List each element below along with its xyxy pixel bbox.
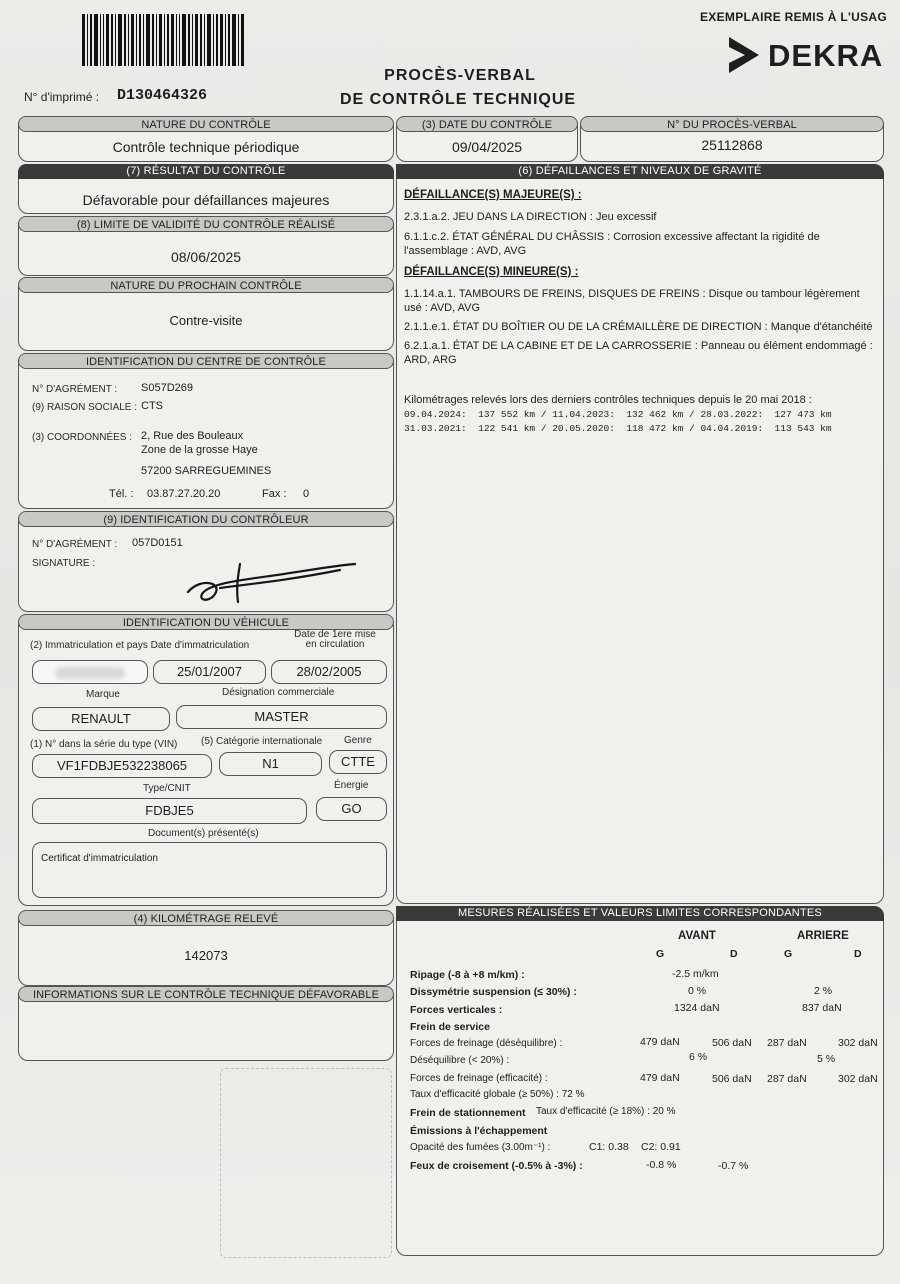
fax-label: Fax : — [262, 488, 287, 500]
controleur-header: (9) IDENTIFICATION DU CONTRÔLEUR — [18, 511, 394, 527]
dissymetrie-label: Dissymétrie suspension (≤ 30%) : — [410, 986, 577, 998]
controleur-agrement-label: N° D'AGRÉMENT : — [32, 539, 118, 550]
marque-label: Marque — [86, 689, 120, 700]
desequilibre-force-value: 302 daN — [838, 1037, 878, 1049]
energie-label: Énergie — [334, 780, 369, 791]
first-circulation-label-line: Date de 1ere mise — [294, 629, 376, 640]
efficacite-forces-label: Forces de freinage (efficacité) : — [410, 1073, 548, 1084]
immatriculation-label: (2) Immatriculation et pays Date d'immatriculation — [30, 640, 250, 651]
vin-field: VF1FDBJE532238065 — [32, 754, 212, 778]
centre-agrement-label: N° D'AGRÉMENT : — [32, 384, 118, 395]
controleur-agrement-value: 057D0151 — [132, 537, 183, 549]
signature-label: SIGNATURE : — [32, 558, 96, 569]
type-field: FDBJE5 — [32, 798, 307, 824]
kilometrage-value: 142073 — [184, 948, 228, 963]
info-defavorable-header: INFORMATIONS SUR LE CONTRÔLE TECHNIQUE DÉFAVORABLE — [18, 986, 394, 1002]
date-controle-header: (3) DATE DU CONTRÔLE — [396, 116, 578, 132]
mineure-item: 1.1.14.a.1. TAMBOURS DE FREINS, DISQUES DE FREINS : Disque ou tambour légèrement usé : AVD, AVG — [404, 288, 860, 314]
immatriculation-date-field: 25/01/2007 — [153, 660, 266, 684]
majeure-item: 2.3.1.a.2. JEU DANS LA DIRECTION : Jeu excessif — [404, 211, 657, 223]
opacite-c2: C2: 0.91 — [641, 1141, 681, 1153]
avant-header: AVANT — [678, 930, 716, 942]
documents-value: Certificat d'immatriculation — [41, 853, 158, 864]
copy-label: EXEMPLAIRE REMIS À L'USAG — [700, 10, 888, 24]
km-history-line: 31.03.2021: 122 541 km / 20.05.2020: 118 472 km / 04.04.2019: 113 543 km — [404, 423, 832, 434]
address-line: 57200 SARREGUEMINES — [141, 465, 272, 477]
designation-field: MASTER — [176, 705, 387, 729]
raison-sociale-value: CTS — [141, 400, 163, 412]
stationnement-value: Taux d'efficacité (≥ 18%) : 20 % — [536, 1106, 676, 1117]
categorie-label: (5) Catégorie internationale — [201, 736, 323, 747]
efficacite-force-value: 479 daN — [640, 1072, 680, 1084]
forces-verticales-avant: 1324 daN — [674, 1002, 720, 1014]
forces-verticales-arriere: 837 daN — [802, 1002, 842, 1014]
dissymetrie-arriere: 2 % — [814, 985, 833, 997]
nature-controle-header: NATURE DU CONTRÔLE — [18, 116, 394, 132]
prochain-controle-value: Contre-visite — [169, 313, 243, 328]
genre-label: Genre — [344, 735, 372, 746]
opacite-label: Opacité des fumées (3.00m⁻¹) : — [410, 1142, 551, 1153]
arriere-d-header: D — [854, 948, 862, 960]
coordonnees-label: (3) COORDONNÉES : — [32, 432, 133, 443]
validite-value: 08/06/2025 — [170, 249, 242, 265]
kilometrage-header: (4) KILOMÉTRAGE RELEVÉ — [18, 910, 394, 926]
title-line1: PROCÈS-VERBAL — [384, 67, 536, 84]
arriere-header: ARRIERE — [797, 930, 849, 942]
tel-label: Tél. : — [109, 488, 134, 500]
emissions-label: Émissions à l'échappement — [410, 1125, 548, 1137]
categorie-field: N1 — [219, 752, 322, 776]
tel-value: 03.87.27.20.20 — [147, 488, 221, 500]
desequilibre-force-value: 506 daN — [712, 1037, 752, 1049]
marque-field: RENAULT — [32, 707, 170, 731]
desequilibre-label: Déséquilibre (< 20%) : — [410, 1055, 510, 1066]
prochain-controle-header: NATURE DU PROCHAIN CONTRÔLE — [18, 277, 394, 293]
centre-header: IDENTIFICATION DU CENTRE DE CONTRÔLE — [18, 353, 394, 369]
efficacite-globale: Taux d'efficacité globale (≥ 50%) : 72 % — [410, 1089, 585, 1100]
dekra-logo-icon — [727, 35, 761, 75]
efficacite-force-value: 302 daN — [838, 1073, 878, 1085]
first-circulation-label-line: en circulation — [305, 639, 365, 650]
address-line: 2, Rue des Bouleaux — [141, 430, 244, 442]
genre-field: CTTE — [329, 750, 387, 774]
print-number-label: N° d'imprimé : — [24, 90, 100, 104]
documents-field — [32, 842, 387, 898]
desequilibre-arriere: 5 % — [817, 1053, 836, 1065]
arriere-g-header: G — [784, 948, 793, 960]
avant-g-header: G — [656, 948, 665, 960]
ripage-value: -2.5 m/km — [672, 968, 719, 980]
majeure-item: 6.1.1.c.2. ÉTAT GÉNÉRAL DU CHÂSSIS : Corrosion excessive affectant la rigidité de l'assemblage : AVD, AVG — [404, 231, 820, 257]
mineures-title: DÉFAILLANCE(S) MINEURE(S) : — [404, 266, 579, 278]
feux-droite: -0.7 % — [718, 1160, 749, 1172]
immatriculation-field-blurred — [32, 660, 148, 684]
frein-service-label: Frein de service — [410, 1021, 490, 1033]
mineure-item: 6.2.1.a.1. ÉTAT DE LA CABINE ET DE LA CARROSSERIE : Panneau ou élément endommagé : ARD, ARG — [404, 340, 873, 366]
title-line2: DE CONTRÔLE TECHNIQUE — [339, 91, 577, 108]
avant-d-header: D — [730, 948, 738, 960]
desequilibre-force-value: 479 daN — [640, 1036, 680, 1048]
energie-field: GO — [316, 797, 387, 821]
date-controle-value: 09/04/2025 — [451, 139, 523, 155]
validite-header: (8) LIMITE DE VALIDITÉ DU CONTRÔLE RÉALISÉ — [18, 216, 394, 232]
brand-name: DEKRA — [768, 38, 884, 73]
efficacite-force-value: 287 daN — [767, 1073, 807, 1085]
nature-controle-value: Contrôle technique périodique — [112, 139, 300, 155]
forces-verticales-label: Forces verticales : — [410, 1004, 503, 1016]
raison-sociale-label: (9) RAISON SOCIALE : — [32, 402, 138, 413]
vehicule-header: IDENTIFICATION DU VÉHICULE — [18, 614, 394, 630]
mineure-item: 2.1.1.e.1. ÉTAT DU BOÎTIER OU DE LA CRÉMAILLÈRE DE DIRECTION : Manque d'étanchéité — [404, 321, 873, 333]
documents-label: Document(s) présenté(s) — [148, 828, 259, 839]
efficacite-force-value: 506 daN — [712, 1073, 752, 1085]
designation-label: Désignation commerciale — [222, 687, 335, 698]
first-circulation-label — [290, 630, 380, 650]
feux-label: Feux de croisement (-0.5% à -3%) : — [410, 1160, 583, 1172]
type-label: Type/CNIT — [143, 783, 191, 794]
km-history-line: 09.04.2024: 137 552 km / 11.04.2023: 132 462 km / 28.03.2022: 127 473 km — [404, 409, 832, 420]
pv-number-header: N° DU PROCÈS-VERBAL — [580, 116, 884, 132]
ripage-label: Ripage (-8 à +8 m/km) : — [410, 969, 525, 981]
km-history-title: Kilométrages relevés lors des derniers contrôles techniques depuis le 20 mai 2018 : — [404, 394, 812, 406]
desequilibre-force-value: 287 daN — [767, 1037, 807, 1049]
opacite-c1: C1: 0.38 — [589, 1141, 629, 1153]
defaillances-header: (6) DÉFAILLANCES ET NIVEAUX DE GRAVITÉ — [396, 164, 884, 179]
defaillances-content — [404, 188, 874, 436]
signature-image — [180, 558, 370, 608]
desequilibre-forces-label: Forces de freinage (déséquilibre) : — [410, 1038, 563, 1049]
feux-gauche: -0.8 % — [646, 1159, 677, 1171]
majeures-title: DÉFAILLANCE(S) MAJEURE(S) : — [404, 189, 582, 201]
fax-value: 0 — [303, 488, 310, 500]
mesures-header: MESURES RÉALISÉES ET VALEURS LIMITES CORRESPONDANTES — [396, 906, 884, 921]
desequilibre-avant: 6 % — [689, 1051, 708, 1063]
centre-agrement-value: S057D269 — [141, 382, 193, 394]
resultat-value: Défavorable pour défaillances majeures — [82, 192, 330, 208]
resultat-header: (7) RÉSULTAT DU CONTRÔLE — [18, 164, 394, 179]
blank-area — [220, 1068, 392, 1258]
pv-number-value: 25112868 — [701, 137, 763, 153]
vin-label: (1) N° dans la série du type (VIN) — [30, 739, 178, 750]
address-line: Zone de la grosse Haye — [141, 444, 258, 456]
print-number: D130464326 — [117, 87, 208, 104]
stationnement-label: Frein de stationnement — [410, 1107, 526, 1119]
barcode — [82, 14, 284, 66]
dissymetrie-avant: 0 % — [688, 985, 707, 997]
first-circulation-date-field: 28/02/2005 — [271, 660, 387, 684]
